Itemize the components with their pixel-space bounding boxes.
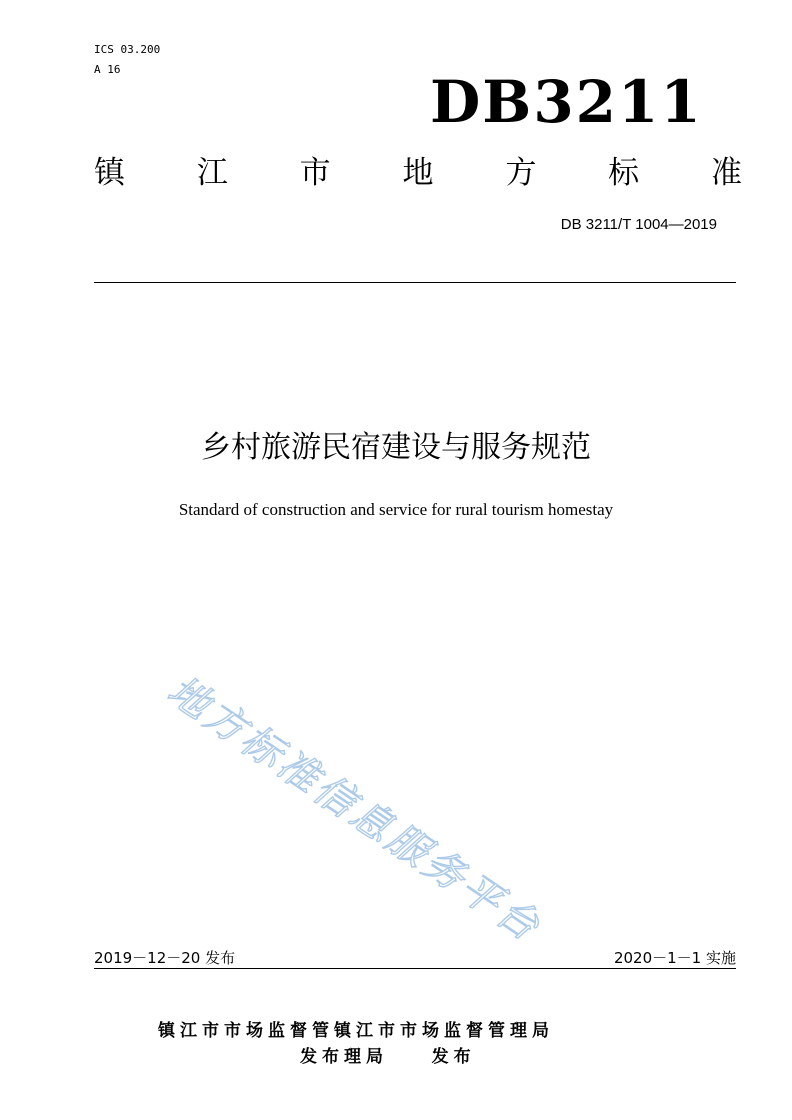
ccs-code: A 16 (94, 63, 121, 76)
standard-type-char: 方 (505, 155, 537, 191)
standard-type-char: 江 (196, 155, 228, 191)
watermark: 地方标准信息服务平台 (159, 667, 550, 952)
bottom-divider (94, 968, 736, 969)
implementation-date: 2020－1－1 实施 (613, 949, 736, 967)
issuing-authority-line2: 发布理局 发布 (300, 1047, 476, 1067)
standard-type-char: 标 (608, 155, 640, 191)
document-title-english: Standard of construction and service for rural tourism homestay (178, 500, 614, 519)
ics-code: ICS 03.200 (94, 43, 161, 56)
standard-type-char: 地 (402, 155, 434, 191)
standard-number: DB 3211/T 1004—2019 (560, 216, 717, 233)
standard-type-char: 准 (710, 155, 742, 191)
standard-type-char: 镇 (94, 155, 125, 191)
document-title: 乡村旅游民宿建设与服务规范 (201, 430, 591, 465)
top-divider (94, 282, 736, 283)
standard-logo: DB3211 (430, 68, 703, 136)
issue-date: 2019－12－20 发布 (94, 949, 236, 967)
classification-codes (94, 40, 160, 80)
standard-type (94, 150, 742, 196)
issuing-authority: 镇江市市场监督管镇江市市场监督管理局 (158, 1021, 554, 1041)
standard-type-char: 市 (299, 155, 331, 191)
